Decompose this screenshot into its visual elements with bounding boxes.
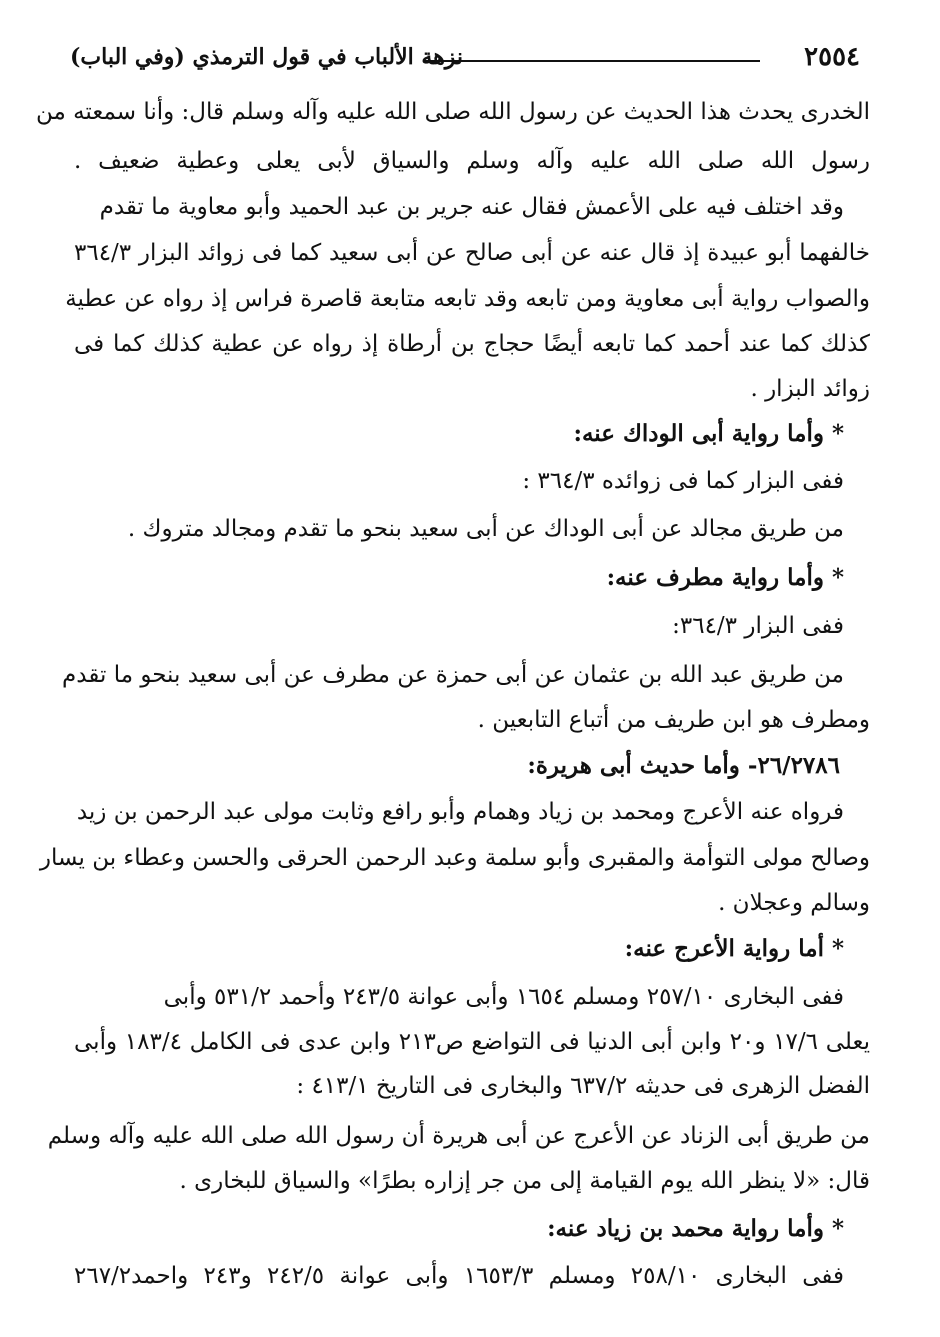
page-number: ٢٥٥٤ <box>804 42 860 72</box>
text-line: الفضل الزهرى فى حديثه ٦٣٧/٢ والبخارى فى التاريخ ٤١٣/١ : <box>296 1073 870 1099</box>
text-line: * وأما رواية محمد بن زياد عنه: <box>547 1215 844 1242</box>
text-line: والصواب رواية أبى معاوية ومن تابعه وقد تابعه متابعة قاصرة فراس إذ رواه عن عطية <box>65 286 870 312</box>
text-line: من طريق أبى الزناد عن الأعرج عن أبى هريرة أن رسول الله صلى الله عليه وآله وسلم <box>47 1123 870 1149</box>
text-line: زوائد البزار . <box>750 376 870 402</box>
text-line: ففى البخارى ٢٥٨/١٠ ومسلم ١٦٥٣/٣ وأبى عوانة ٢٤٢/٥ و٢٤٣ واحمد٢٦٧/٢ <box>74 1263 844 1289</box>
text-line: ٢٦/٢٧٨٦- وأما حديث أبى هريرة: <box>527 752 840 779</box>
header-rule <box>425 60 760 62</box>
text-line: فرواه عنه الأعرج ومحمد بن زياد وهمام وأبو رافع وثابت مولى عبد الرحمن بن زيد <box>76 799 844 825</box>
text-line: وصالح مولى التوأمة والمقبرى وأبو سلمة وعبد الرحمن الحرقى والحسن وعطاء بن يسار <box>39 845 870 871</box>
text-line: يعلى ١٧/٦ و٢٠ وابن أبى الدنيا فى التواضع ص٢١٣ وابن عدى فى الكامل ١٨٣/٤ وأبى <box>74 1029 870 1055</box>
text-line: * وأما رواية مطرف عنه: <box>606 564 844 591</box>
page-header <box>70 38 860 78</box>
text-line: خالفهما أبو عبيدة إذ قال عنه عن أبى صالح عن أبى سعيد كما فى زوائد البزار ٣٦٤/٣ <box>74 240 870 266</box>
text-line: وسالم وعجلان . <box>718 890 870 916</box>
text-line: * وأما رواية أبى الوداك عنه: <box>573 420 844 447</box>
text-line: ففى البخارى ٢٥٧/١٠ ومسلم ١٦٥٤ وأبى عوانة ٢٤٣/٥ وأحمد ٥٣١/٢ وأبى <box>163 984 844 1010</box>
text-line: قال: «لا ينظر الله يوم القيامة إلى من جر إزاره بطرًا» والسياق للبخارى . <box>179 1168 870 1194</box>
text-line: ومطرف هو ابن طريف من أتباع التابعين . <box>477 707 870 733</box>
text-line: * أما رواية الأعرج عنه: <box>624 935 844 962</box>
text-line: من طريق عبد الله بن عثمان عن أبى حمزة عن مطرف عن أبى سعيد بنحو ما تقدم <box>62 662 844 688</box>
text-line: من طريق مجالد عن أبى الوداك عن أبى سعيد بنحو ما تقدم ومجالد متروك . <box>127 516 844 542</box>
text-line: كذلك كما عند أحمد كما تابعه أيضًا حجاج بن أرطاة إذ رواه عن عطية كذلك كما فى <box>74 331 870 357</box>
text-line: ففى البزار كما فى زوائده ٣٦٤/٣ : <box>522 468 844 494</box>
text-line: رسول الله صلى الله عليه وآله وسلم والسياق لأبى يعلى وعطية ضعيف . <box>74 148 870 174</box>
text-line: ففى البزار ٣٦٤/٣: <box>672 613 844 639</box>
running-head: نزهة الألباب في قول الترمذي (وفي الباب) <box>70 44 464 70</box>
text-line: وقد اختلف فيه على الأعمش فقال عنه جرير بن عبد الحميد وأبو معاوية ما تقدم <box>99 194 844 220</box>
text-line: الخدرى يحدث هذا الحديث عن رسول الله صلى الله عليه وآله وسلم قال: وأنا سمعته من <box>35 99 870 125</box>
